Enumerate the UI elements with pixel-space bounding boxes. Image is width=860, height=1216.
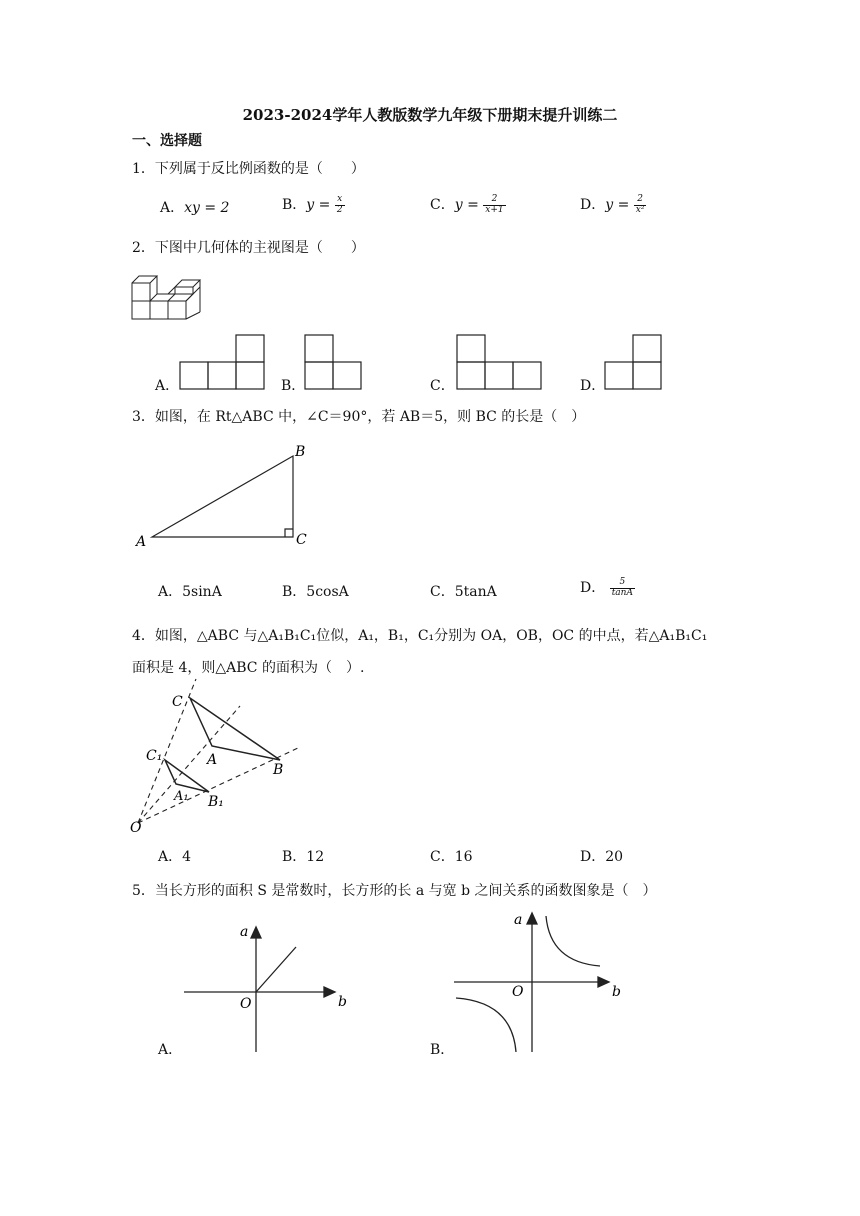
q3-d-num: 5	[610, 578, 635, 589]
q2-a-label: A．	[155, 378, 180, 394]
section-heading: 一、选择题	[132, 133, 202, 149]
q1-stem: 1．下列属于反比例函数的是（ ）	[132, 161, 365, 177]
q1-c-fraction	[483, 195, 505, 216]
q4-stem-line2: 面积是 4，则△ABC 的面积为（ ）.	[132, 660, 365, 676]
q2-solid-figure	[130, 270, 210, 324]
q1-option-b	[282, 194, 345, 215]
q1-c-num: 2	[483, 195, 505, 206]
q4-label-a1: A₁	[174, 789, 189, 804]
q5-graph-a	[180, 920, 360, 1055]
q3-label-a: A	[136, 534, 147, 550]
q5-a-axis-b: b	[338, 994, 347, 1010]
q5-a-origin: O	[240, 996, 252, 1012]
q1-a-label: A．	[160, 200, 185, 216]
q5-b-origin: O	[512, 984, 524, 1000]
q4-label-b1: B₁	[208, 794, 224, 810]
q2-b-label: B．	[281, 378, 306, 394]
q3-d-fraction	[610, 578, 635, 599]
q2-option-b-view	[304, 333, 364, 391]
q4-stem-line1: 4．如图，△ABC 与△A₁B₁C₁位似，A₁，B₁，C₁分别为 OA，OB，OC 的中点，若△A₁B₁C₁	[132, 628, 708, 644]
q4-option-b: B．12	[282, 849, 325, 865]
q1-option-c	[430, 194, 506, 215]
q4-label-o: O	[130, 820, 142, 836]
q3-stem: 3．如图，在 Rt△ABC 中，∠C＝90°，若 AB＝5，则 BC 的长是（ ）	[132, 409, 586, 425]
q3-triangle-figure	[134, 440, 314, 552]
q3-option-c: C．5tanA	[430, 584, 497, 600]
q1-d-label: D．	[580, 197, 606, 213]
q3-option-d	[580, 577, 635, 598]
q4-label-c1: C₁	[146, 748, 163, 764]
q5-b-axis-b: b	[612, 984, 621, 1000]
q1-d-lhs: y =	[605, 197, 630, 213]
q4-label-a: A	[207, 752, 218, 768]
q1-d-num: 2	[634, 195, 647, 206]
page-title: 2023-2024学年人教版数学九年级下册期末提升训练二	[242, 106, 618, 124]
q1-b-num: x	[335, 195, 345, 206]
q5-stem: 5．当长方形的面积 S 是常数时，长方形的长 a 与宽 b 之间关系的函数图象是（ ）	[132, 883, 657, 899]
q1-b-fraction	[335, 195, 345, 216]
q4-option-c: C．16	[430, 849, 473, 865]
q5-graph-b	[452, 906, 632, 1056]
q3-option-a: A．5sinA	[158, 584, 222, 600]
q1-d-den: x²	[635, 204, 645, 215]
q1-option-a	[160, 197, 229, 217]
q2-d-label: D．	[580, 378, 606, 394]
q1-b-lhs: y =	[306, 197, 331, 213]
q1-c-den: x+1	[485, 204, 504, 215]
q2-option-c-view	[456, 333, 544, 391]
q1-d-fraction	[634, 195, 647, 216]
q4-label-c: C	[172, 694, 183, 710]
q4-option-a: A．4	[158, 849, 192, 865]
q1-c-lhs: y =	[454, 197, 479, 213]
q2-c-label: C．	[430, 378, 455, 394]
q3-d-label: D．	[580, 580, 606, 596]
q5-b-axis-a: a	[514, 912, 523, 928]
q1-a-expr: xy = 2	[184, 200, 230, 216]
q1-b-den: 2	[336, 204, 343, 215]
q5-b-label: B．	[430, 1042, 455, 1058]
q4-homothety-figure	[128, 676, 308, 836]
q4-label-b: B	[273, 762, 284, 778]
q2-option-a-view	[179, 333, 267, 391]
q3-label-b: B	[295, 444, 306, 460]
q2-option-d-view	[604, 333, 664, 391]
q2-stem: 2．下图中几何体的主视图是（ ）	[132, 240, 365, 256]
q3-d-den: tanA	[611, 587, 633, 598]
q4-option-d: D．20	[580, 849, 624, 865]
q1-b-label: B．	[282, 197, 307, 213]
q1-c-label: C．	[430, 197, 455, 213]
q3-label-c: C	[296, 532, 307, 548]
q5-a-axis-a: a	[240, 924, 249, 940]
q5-a-label: A．	[158, 1042, 183, 1058]
q3-option-b: B．5cosA	[282, 584, 349, 600]
q1-option-d	[580, 194, 646, 215]
